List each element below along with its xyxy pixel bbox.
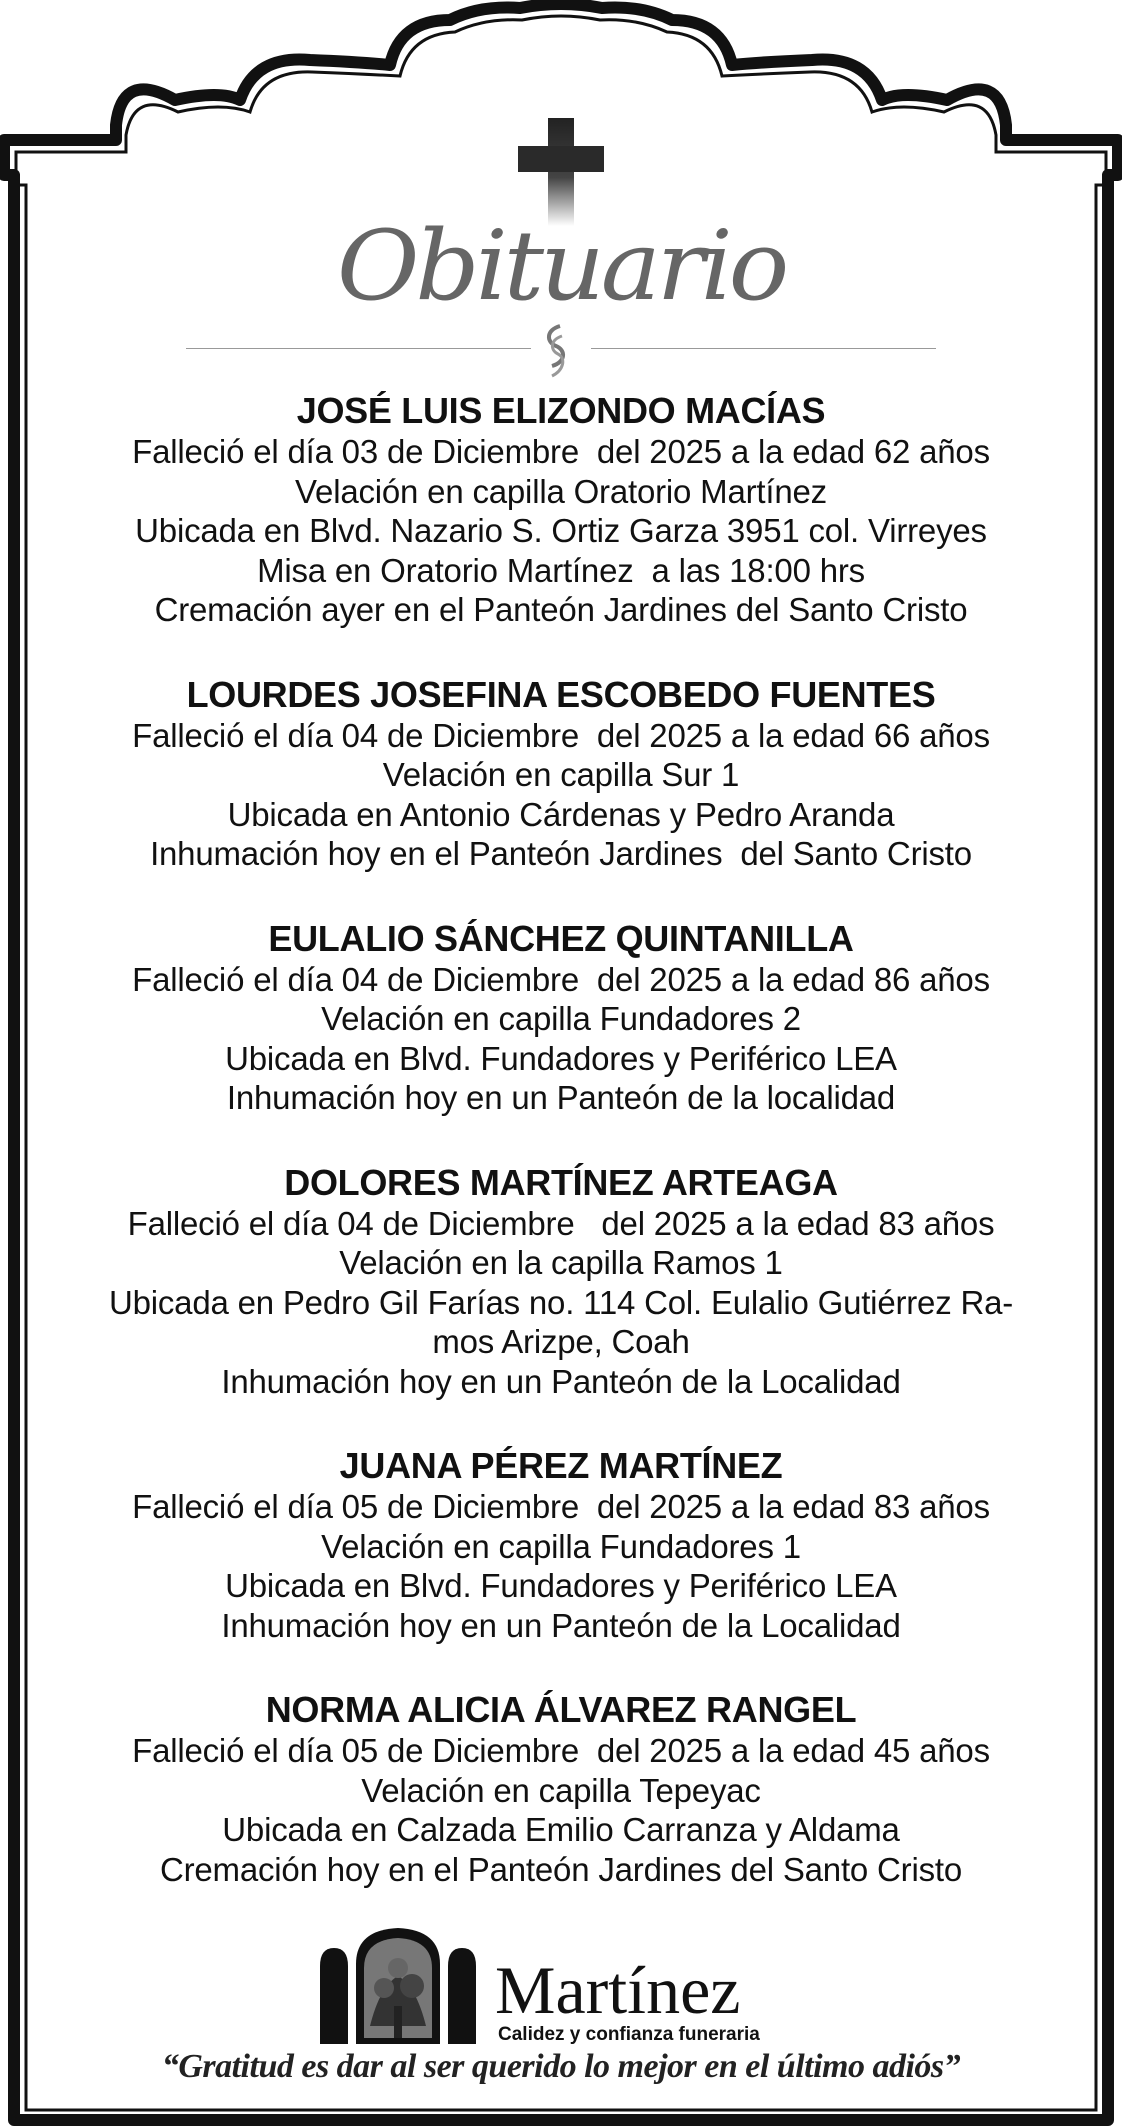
obituary-detail-line: Ubicada en Pedro Gil Farías no. 114 Col. Eulalio Gutiérrez Ra-: [108, 1283, 1014, 1321]
ornament-icon: [540, 322, 572, 380]
obituary-detail-line: Inhumación hoy en un Panteón de la localidad: [226, 1079, 896, 1116]
obituary-detail-line: Velación en capilla Oratorio Martínez: [295, 472, 827, 510]
obituary-entry: [40, 674, 1082, 874]
page-title: Obituario: [336, 210, 786, 322]
obituary-detail-line: Ubicada en Blvd. Nazario S. Ortiz Garza 3951 col. Virreyes: [135, 512, 987, 549]
obituary-detail-line: Ubicada en Calzada Emilio Carranza y Aldama: [222, 1811, 900, 1848]
brand-tagline: Calidez y confianza funeraria: [498, 2024, 760, 2045]
obituary-detail-line: Inhumación hoy en un Panteón de la Localidad: [221, 1606, 901, 1644]
obituary-entry: [40, 918, 1082, 1118]
obituary-detail-line: Inhumación hoy en un Panteón de la Localidad: [221, 1362, 901, 1400]
obituary-detail-line: Velación en capilla Fundadores 2: [321, 1000, 801, 1037]
obituary-detail-line: Falleció el día 04 de Diciembre del 2025 a la edad 86 años: [132, 960, 990, 998]
obituary-detail-line: Velación en la capilla Ramos 1: [339, 1244, 783, 1281]
obituary-detail-line: Velación en capilla Tepeyac: [361, 1771, 761, 1809]
deceased-name: EULALIO SÁNCHEZ QUINTANILLA: [268, 917, 854, 959]
obituary-detail-line: Falleció el día 04 de Diciembre del 2025 a la edad 66 años: [132, 716, 990, 754]
obituary-detail-line: Velación en capilla Fundadores 1: [321, 1527, 801, 1565]
brand-name: Martínez: [495, 1952, 741, 2028]
obituary-detail-line: Falleció el día 04 de Diciembre del 2025 a la edad 83 años: [127, 1204, 995, 1242]
deceased-name: JOSÉ LUIS ELIZONDO MACÍAS: [296, 390, 826, 431]
obituary-entry: [40, 1689, 1082, 1889]
obituary-detail-line: Misa en Oratorio Martínez a las 18:00 hrs: [257, 551, 865, 589]
obituary-entry: [40, 390, 1082, 630]
obituary-detail-line: Ubicada en Blvd. Fundadores y Periférico LEA: [225, 1039, 897, 1077]
obituary-detail-line: Ubicada en Blvd. Fundadores y Periférico LEA: [225, 1567, 897, 1604]
obituary-entry: [40, 1162, 1082, 1402]
chapel-arches-icon: [318, 1926, 478, 2046]
obituary-detail-line: Cremación ayer en el Panteón Jardines del Santo Cristo: [154, 591, 968, 628]
deceased-name: DOLORES MARTÍNEZ ARTEAGA: [284, 1161, 838, 1203]
deceased-name: JUANA PÉREZ MARTÍNEZ: [339, 1445, 783, 1486]
motto-quote: “Gratitud es dar al ser querido lo mejor en el último adiós”: [161, 2048, 961, 2085]
obituary-list: [40, 390, 1082, 1933]
obituary-detail-line: Cremación hoy en el Panteón Jardines del Santo Cristo: [159, 1850, 963, 1888]
obituary-detail-line: mos Arizpe, Coah: [432, 1323, 690, 1360]
obituary-detail-line: Falleció el día 03 de Diciembre del 2025 a la edad 62 años: [132, 433, 990, 470]
obituary-detail-line: Inhumación hoy en el Panteón Jardines del Santo Cristo: [150, 835, 972, 872]
deceased-name: NORMA ALICIA ÁLVAREZ RANGEL: [265, 1689, 857, 1730]
obituary-entry: [40, 1445, 1082, 1645]
obituary-detail-line: Ubicada en Antonio Cárdenas y Pedro Aranda: [227, 795, 895, 833]
obituary-detail-line: Falleció el día 05 de Diciembre del 2025 a la edad 83 años: [132, 1488, 990, 1525]
obituary-detail-line: Velación en capilla Sur 1: [382, 756, 740, 793]
obituary-detail-line: Falleció el día 05 de Diciembre del 2025 a la edad 45 años: [132, 1732, 990, 1769]
deceased-name: LOURDES JOSEFINA ESCOBEDO FUENTES: [186, 673, 936, 715]
